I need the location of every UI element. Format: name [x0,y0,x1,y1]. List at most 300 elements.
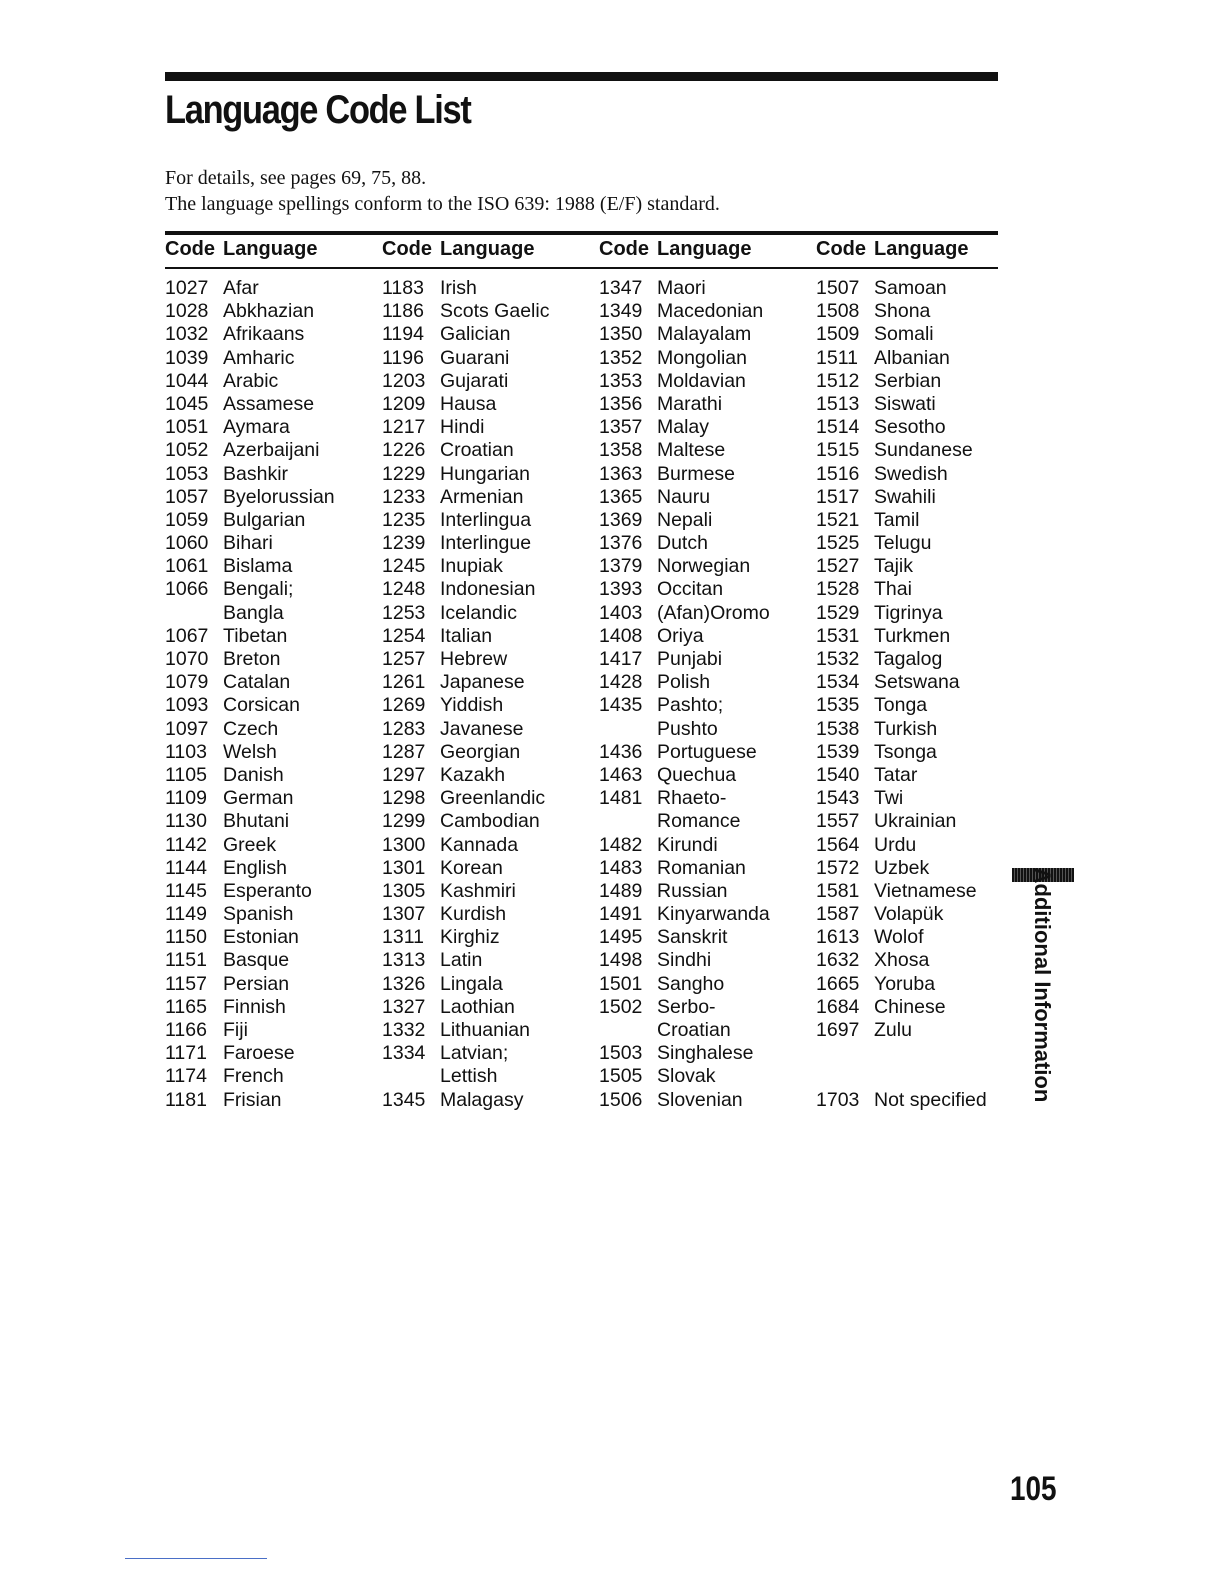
page-title: Language Code List [165,88,471,132]
code-header: Code [165,238,215,260]
language-name: Lithuanian [440,1019,530,1041]
language-name: English [223,856,287,879]
table-row [382,741,597,764]
language-code: 1511 [816,346,858,369]
table-top-rule [165,231,998,235]
table-row [382,532,597,555]
table-row [599,439,814,462]
language-name: Bengali; [223,578,294,601]
table-row [382,996,597,1019]
language-name: Somali [874,323,934,346]
language-name: Uzbek [874,856,930,879]
language-name: Bangla [223,601,284,624]
table-row [816,509,1031,532]
table-row [599,300,814,323]
language-code: 1684 [816,995,860,1018]
language-name: Vietnamese [874,879,977,902]
language-name: Esperanto [223,879,312,902]
language-code: 1066 [165,578,209,601]
language-name: Turkmen [874,624,951,647]
table-row [382,393,597,416]
table-row [165,370,380,393]
language-code: 1171 [165,1042,207,1065]
table-row [816,277,1031,300]
language-code: 1353 [599,369,643,392]
language-code: 1181 [165,1088,207,1111]
table-row [816,439,1031,462]
language-name: Hausa [440,392,497,415]
language-code: 1194 [382,323,424,346]
table-row [382,671,597,694]
language-name: Lettish [440,1065,498,1088]
table-row [382,949,597,972]
language-code: 1254 [382,624,426,647]
language-name: Swedish [874,462,948,485]
language-name: Japanese [440,671,525,694]
language-name: Serbo- [657,995,716,1018]
language-code: 1067 [165,624,209,647]
language-name: Kurdish [440,903,507,926]
language-code: 1513 [816,392,860,415]
table-row [599,393,814,416]
table-row [599,555,814,578]
table-row [599,578,814,601]
language-name: Croatian [440,439,514,462]
table-row [599,532,814,555]
language-code: 1521 [816,508,860,531]
language-name: Tagalog [874,648,943,670]
table-row [382,903,597,926]
language-name: Thai [874,578,912,601]
language-code: 1130 [165,810,207,833]
language-name: Basque [223,949,290,972]
language-name: Urdu [874,833,917,856]
language-code: 1347 [599,277,643,299]
language-code: 1505 [599,1065,643,1088]
language-name: Irish [440,277,477,299]
table-row [599,625,814,648]
language-name: Kirghiz [440,926,500,949]
language-name: Breton [223,648,281,670]
language-code: 1489 [599,879,643,902]
language-code: 1057 [165,485,209,508]
table-row [165,393,380,416]
language-code: 1506 [599,1088,643,1111]
language-code: 1352 [599,346,643,369]
language-name: Tigrinya [874,601,943,624]
table-row [165,834,380,857]
table-row [816,1019,1031,1042]
language-name: Gujarati [440,369,509,392]
language-name: Burmese [657,462,736,485]
language-name: Yiddish [440,694,504,717]
language-name: Marathi [657,392,723,415]
table-row [382,1019,597,1042]
language-code: 1174 [165,1065,207,1088]
language-name: Tajik [874,555,914,578]
language-name: Occitan [657,578,724,601]
table-row [165,810,380,833]
language-name: Slovenian [657,1088,743,1111]
table-row [165,277,380,300]
language-code: 1527 [816,555,860,578]
language-name: Afar [223,277,259,299]
language-name: Nepali [657,508,713,531]
table-row [165,323,380,346]
language-code: 1157 [165,972,207,995]
table-row [599,880,814,903]
language-code: 1165 [165,995,207,1018]
language-code: 1166 [165,1019,207,1041]
language-code: 1287 [382,740,426,763]
language-code: 1508 [816,300,860,323]
language-code: 1363 [599,462,643,485]
language-code: 1535 [816,694,860,717]
language-name: Aymara [223,416,290,439]
language-code: 1149 [165,903,207,926]
language-name: Lingala [440,972,503,995]
table-row [816,1065,1031,1088]
language-code: 1144 [165,856,207,879]
table-row [382,834,597,857]
column-rows [816,277,1031,1112]
language-code: 1311 [382,926,424,949]
language-name: Corsican [223,694,300,717]
table-row [382,486,597,509]
language-code: 1393 [599,578,643,601]
language-name: Assamese [223,392,315,415]
table-row [816,718,1031,741]
table-row [165,903,380,926]
table-row [165,648,380,671]
language-code: 1103 [165,740,207,763]
table-column-4 [816,238,1031,1112]
table-row [165,973,380,996]
language-name: Latin [440,949,483,972]
language-code: 1299 [382,810,426,833]
language-name: Macedonian [657,300,764,323]
language-name: Fiji [223,1019,248,1041]
column-rows [165,277,380,1112]
language-code: 1229 [382,462,426,485]
language-name: Yoruba [874,972,936,995]
table-row [816,300,1031,323]
language-code: 1261 [382,671,426,694]
language-name: Twi [874,787,904,810]
language-code: 1428 [599,671,643,694]
table-row [599,416,814,439]
language-name: Persian [223,972,290,995]
language-name: Kannada [440,833,519,856]
table-row [382,926,597,949]
table-row [599,764,814,787]
table-row [816,1089,1031,1112]
language-code: 1150 [165,926,207,949]
table-row [816,949,1031,972]
table-row [382,764,597,787]
language-name: Finnish [223,995,286,1018]
language-name: Tonga [874,694,928,717]
language-code: 1053 [165,462,209,485]
table-row [165,463,380,486]
table-row [599,949,814,972]
language-code: 1540 [816,763,860,786]
table-row [382,857,597,880]
language-name: Greek [223,833,277,856]
language-name: Malayalam [657,323,752,346]
language-name: Bulgarian [223,508,306,531]
language-code: 1142 [165,833,207,856]
column-header [816,238,1031,264]
language-code: 1217 [382,416,426,439]
language-name: Interlingue [440,532,532,555]
language-name: Moldavian [657,369,746,392]
language-code: 1512 [816,369,860,392]
language-code: 1196 [382,346,424,369]
language-name: Sangho [657,972,725,995]
language-code: 1186 [382,300,424,323]
language-code: 1491 [599,903,643,926]
language-code: 1039 [165,346,209,369]
intro-text [165,165,720,217]
table-row [382,1089,597,1112]
language-header: Language [223,238,318,260]
language-code: 1051 [165,416,209,439]
language-code: 1151 [165,949,207,972]
language-name: Malay [657,416,710,439]
table-row [382,323,597,346]
language-code: 1045 [165,392,209,415]
language-code: 1093 [165,694,209,717]
language-name: Spanish [223,903,294,926]
language-code: 1408 [599,624,643,647]
table-row [382,578,597,601]
table-row [165,1042,380,1065]
language-name: Latvian; [440,1042,509,1065]
language-name: Ukrainian [874,810,957,833]
table-row [816,996,1031,1019]
language-name: Russian [657,879,728,902]
language-code: 1070 [165,648,209,670]
column-rows [599,277,814,1112]
footer-line [125,1558,267,1559]
language-name: Nauru [657,485,711,508]
language-code: 1481 [599,787,643,810]
language-code: 1572 [816,856,860,879]
language-code: 1436 [599,740,643,763]
language-code: 1403 [599,601,643,624]
table-row [816,926,1031,949]
language-code: 1079 [165,671,209,694]
language-name: Portuguese [657,740,757,763]
language-name: Abkhazian [223,300,315,323]
language-code: 1379 [599,555,643,578]
language-code: 1516 [816,462,860,485]
language-name: Amharic [223,346,295,369]
language-name: Welsh [223,740,277,763]
language-code: 1376 [599,532,643,555]
language-name: Samoan [874,277,947,299]
language-code: 1027 [165,277,209,299]
language-name: Hindi [440,416,485,439]
table-row [382,439,597,462]
table-row [165,1019,380,1042]
table-row [382,509,597,532]
table-row [382,625,597,648]
language-code: 1028 [165,300,209,323]
language-name: Kinyarwanda [657,903,770,926]
language-name: Swahili [874,485,936,508]
language-name: Azerbaijani [223,439,320,462]
table-row [816,834,1031,857]
language-code: 1665 [816,972,860,995]
table-row [382,880,597,903]
language-code: 1498 [599,949,643,972]
language-name: Inupiak [440,555,503,578]
language-name: Volapük [874,903,944,926]
language-name: Tatar [874,763,918,786]
language-code: 1301 [382,856,426,879]
language-code: 1283 [382,717,426,740]
language-name: Afrikaans [223,323,305,346]
language-name: Greenlandic [440,787,546,810]
language-code: 1060 [165,532,209,555]
table-row [599,671,814,694]
table-row [599,926,814,949]
language-code: 1543 [816,787,860,810]
language-code: 1269 [382,694,426,717]
language-code: 1358 [599,439,643,462]
language-name: Korean [440,856,503,879]
table-row [599,810,814,833]
table-row [816,1042,1031,1065]
language-code: 1495 [599,926,643,949]
language-code: 1528 [816,578,860,601]
code-header: Code [382,238,432,260]
language-name: Quechua [657,763,737,786]
language-code: 1235 [382,508,426,531]
language-name: Arabic [223,369,279,392]
language-name: Rhaeto- [657,787,727,810]
table-row [165,439,380,462]
table-row [599,486,814,509]
language-name: Tamil [874,508,920,531]
table-row [382,648,597,671]
language-name: Romance [657,810,741,833]
language-name: Albanian [874,346,950,369]
table-row [816,973,1031,996]
language-name: Czech [223,717,279,740]
language-code: 1507 [816,277,860,299]
language-code: 1613 [816,926,860,949]
table-row [382,416,597,439]
language-name: Danish [223,763,284,786]
language-header: Language [874,238,969,260]
language-code: 1313 [382,949,426,972]
language-code: 1557 [816,810,860,833]
table-row [382,694,597,717]
table-row [165,532,380,555]
table-row [165,741,380,764]
table-row [599,996,814,1019]
table-row [816,486,1031,509]
table-row [165,555,380,578]
language-code: 1703 [816,1088,860,1111]
table-row [816,741,1031,764]
language-name: Zulu [874,1019,912,1041]
language-code: 1248 [382,578,426,601]
language-name: Bhutani [223,810,290,833]
language-code: 1332 [382,1019,426,1041]
language-name: Bihari [223,532,273,555]
language-code: 1052 [165,439,209,462]
table-row [599,370,814,393]
intro-line-2: The language spellings conform to the ISO 639: 1988 (E/F) standard. [165,193,720,215]
language-code: 1632 [816,949,860,972]
language-header: Language [657,238,752,260]
table-row [165,880,380,903]
language-code: 1564 [816,833,860,856]
language-code: 1534 [816,671,860,694]
language-name: Shona [874,300,931,323]
language-code: 1305 [382,879,426,902]
language-code: 1356 [599,392,643,415]
column-header [382,238,597,264]
table-row [816,416,1031,439]
table-row [816,857,1031,880]
language-code: 1253 [382,601,426,624]
table-row [599,509,814,532]
table-row [382,718,597,741]
table-row [816,463,1031,486]
language-code: 1350 [599,323,643,346]
language-code: 1297 [382,763,426,786]
table-row [165,486,380,509]
language-name: Slovak [657,1065,716,1088]
table-row [599,857,814,880]
table-row [816,648,1031,671]
language-name: Icelandic [440,601,517,624]
page-number: 105 [1010,1470,1057,1508]
table-row [599,648,814,671]
language-code: 1226 [382,439,426,462]
table-column-1 [165,238,380,1112]
language-code: 1357 [599,416,643,439]
language-code: 1531 [816,624,860,647]
language-name: Pashto; [657,694,724,717]
table-row [165,996,380,1019]
table-row [382,555,597,578]
language-name: Punjabi [657,648,723,670]
language-name: Croatian [657,1019,731,1041]
language-name: Maltese [657,439,726,462]
table-row [599,323,814,346]
language-code: 1239 [382,532,426,555]
language-code: 1509 [816,323,860,346]
language-name: Indonesian [440,578,536,601]
language-code: 1300 [382,833,426,856]
language-name: Turkish [874,717,938,740]
table-row [165,694,380,717]
table-row [165,949,380,972]
language-code: 1334 [382,1042,426,1065]
language-name: Guarani [440,346,510,369]
language-name: Interlingua [440,508,532,531]
table-row [382,1065,597,1088]
language-name: Kashmiri [440,879,516,902]
language-code: 1257 [382,648,426,670]
language-code: 1514 [816,416,860,439]
